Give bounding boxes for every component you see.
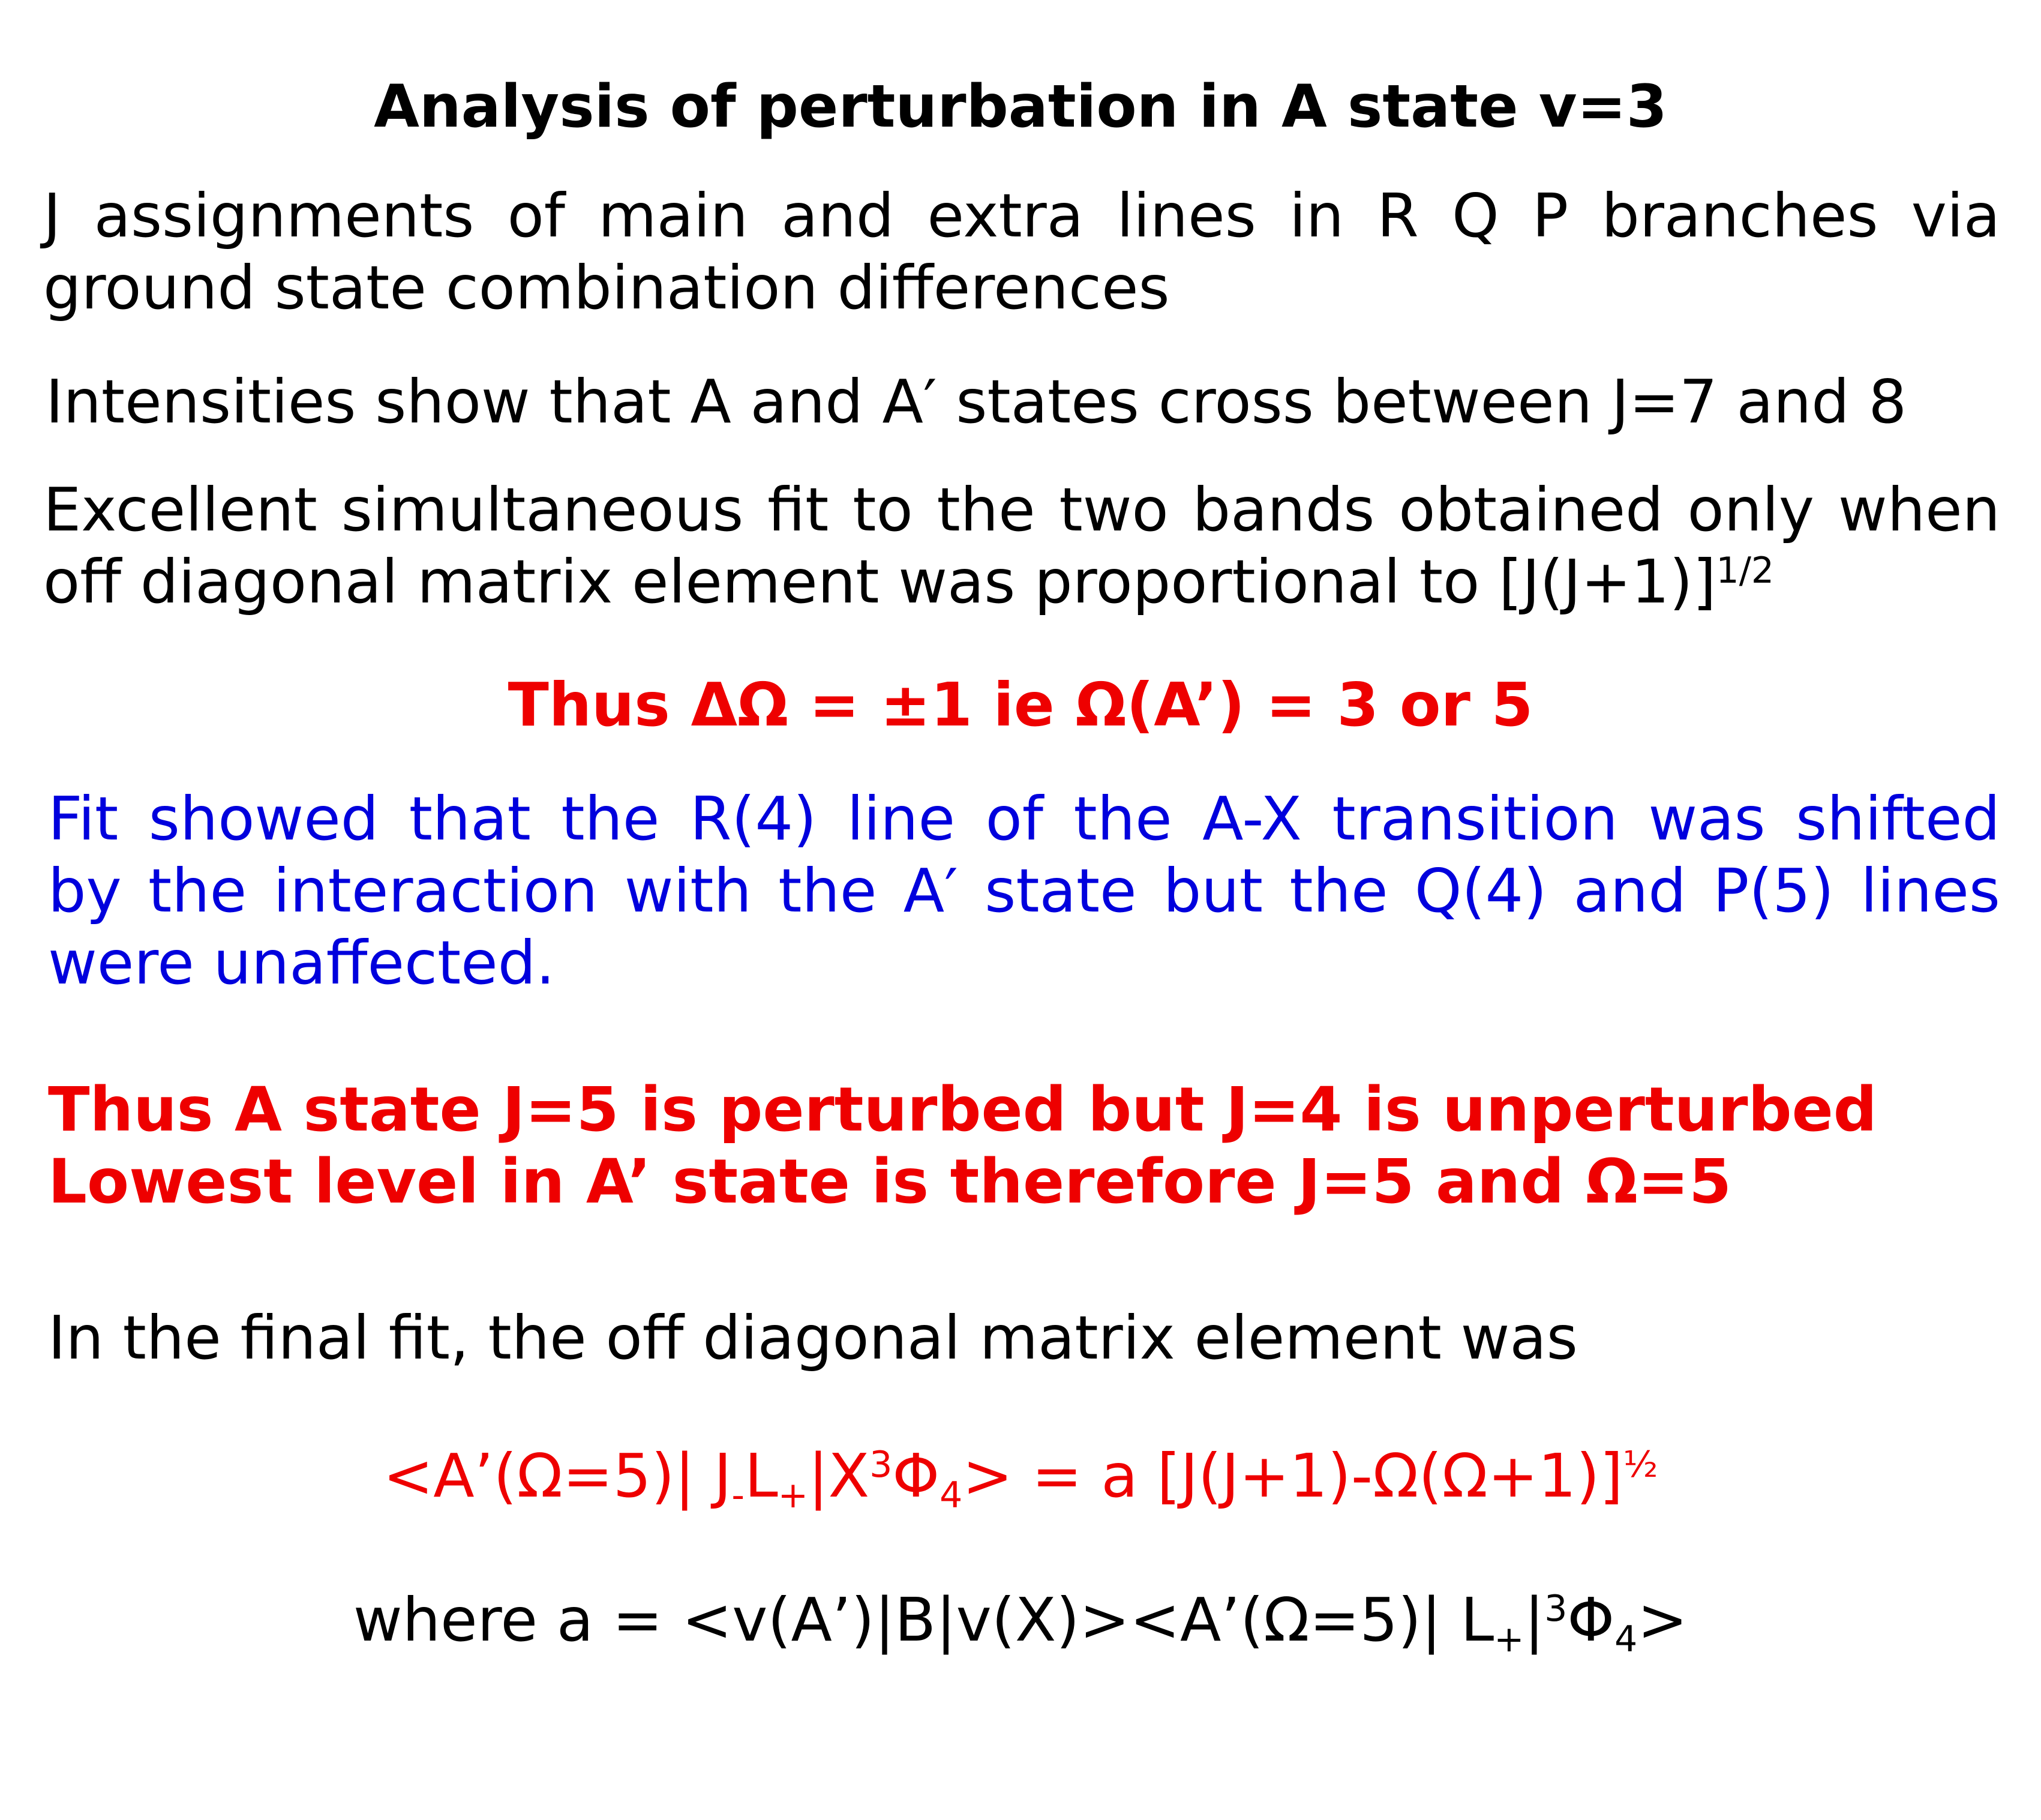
where-sub-4: 4 xyxy=(1614,1618,1638,1660)
eq-sup-half: ½ xyxy=(1623,1444,1658,1486)
fit-line-2-text: off diagonal matrix element was proportional to [J(J+1)] xyxy=(43,547,1716,617)
thus-omega-statement: Thus ΔΩ = ±1 ie Ω(A’) = 3 or 5 xyxy=(508,670,1533,740)
fit-exponent: 1/2 xyxy=(1716,550,1775,592)
where-sup-3: 3 xyxy=(1544,1588,1568,1630)
where-definition xyxy=(0,1584,2041,1660)
fit-line-2 xyxy=(43,546,2000,618)
eq-part-2: L xyxy=(744,1441,778,1511)
assignments-line-2: ground state combination differences xyxy=(43,253,1170,323)
intensities-paragraph: Intensities show that A and A′ states cross between J=7 and 8 xyxy=(46,367,1907,437)
where-part-4: > xyxy=(1637,1585,1688,1655)
fit-shift-line-2: by the interaction with the A′ state but the Q(4) and P(5) lines xyxy=(48,856,2000,926)
conclusion-line-2: Lowest level in A’ state is therefore J=5 and Ω=5 xyxy=(48,1146,1732,1218)
fit-line-1: Excellent simultaneous fit to the two bands obtained only when xyxy=(43,475,2000,545)
where-part-2: | xyxy=(1524,1585,1545,1655)
eq-sub-4: 4 xyxy=(940,1474,963,1516)
eq-sup-3: 3 xyxy=(869,1444,893,1486)
eq-part-3: |X xyxy=(808,1441,870,1511)
fit-shift-line-3: were unaffected. xyxy=(48,928,555,998)
where-part-1: where a = <v(A’)|B|v(X)><A’(Ω=5)| L xyxy=(353,1585,1494,1655)
fit-shift-line-1: Fit showed that the R(4) line of the A-X transition was shifted xyxy=(48,784,2000,854)
eq-part-5: > = a [J(J+1)-Ω(Ω+1)] xyxy=(962,1441,1623,1511)
where-sub-plus: + xyxy=(1494,1618,1524,1660)
final-fit-statement: In the final fit, the off diagonal matrix element was xyxy=(48,1303,1578,1373)
eq-part-1: <A’(Ω=5)| J xyxy=(383,1441,732,1511)
slide-title: Analysis of perturbation in A state v=3 xyxy=(374,73,1667,141)
where-part-3: Φ xyxy=(1567,1585,1615,1655)
matrix-element-equation xyxy=(0,1440,2041,1516)
conclusion-paragraph xyxy=(48,1074,1877,1218)
conclusion-line-1: Thus A state J=5 is perturbed but J=4 is unperturbed xyxy=(48,1074,1877,1146)
eq-part-4: Φ xyxy=(892,1441,940,1511)
eq-sub-minus: - xyxy=(731,1474,745,1516)
fit-paragraph xyxy=(43,474,2000,618)
fit-shift-paragraph xyxy=(48,783,2000,999)
eq-sub-plus: + xyxy=(778,1474,808,1516)
assignments-paragraph xyxy=(43,180,2000,324)
assignments-line-1: J assignments of main and extra lines in R Q P branches via xyxy=(43,181,2000,251)
